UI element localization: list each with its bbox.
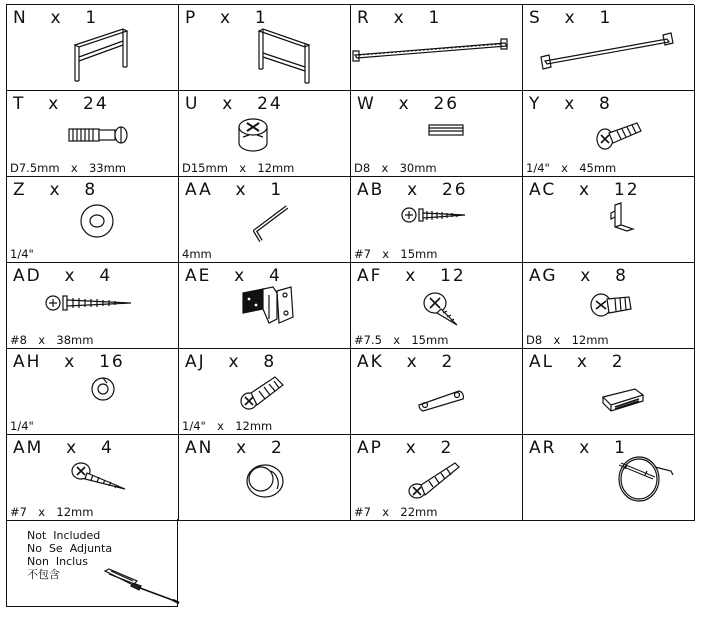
part-cell-ar [523, 435, 695, 521]
part-cell-n [7, 5, 179, 91]
not-included-cell [6, 519, 178, 607]
part-label: AN x 2 [185, 438, 284, 458]
part-cell-ak [351, 349, 523, 435]
parts-grid [6, 4, 694, 520]
part-label: AH x 16 [13, 352, 125, 372]
part-cell-ac [523, 177, 695, 263]
part-label: N x 1 [13, 8, 99, 28]
phillips-screw-icon [69, 461, 129, 495]
phillips-screw-icon [421, 289, 461, 329]
part-size: 1/4" [10, 247, 34, 261]
part-size: D7.5mm x 33mm [10, 161, 127, 175]
part-size: 1/4" x 45mm [526, 161, 617, 175]
part-cell-am [7, 435, 179, 521]
part-size: #8 x 38mm [10, 333, 94, 347]
part-cell-y [523, 91, 695, 177]
wood-dowel-icon [427, 123, 467, 139]
machine-bolt-icon [239, 371, 289, 411]
part-size: D8 x 30mm [354, 161, 437, 175]
part-cell-al [523, 349, 695, 435]
part-size: 1/4" [10, 419, 34, 433]
machine-bolt-icon [595, 119, 645, 153]
shelf-pin-icon [609, 201, 639, 241]
flat-washer-icon [77, 201, 117, 241]
part-cell-aa [179, 177, 351, 263]
bed-end-frame-icon [71, 27, 131, 83]
not-included-zh: 不包含 [27, 568, 60, 581]
part-cell-ad [7, 263, 179, 349]
part-label: U x 24 [185, 94, 283, 114]
not-included-en: Not Included [27, 529, 101, 542]
part-cell-u [179, 91, 351, 177]
part-size: 4mm [182, 247, 212, 261]
not-included-es: No Se Adjunta [27, 542, 113, 555]
part-cell-w [351, 91, 523, 177]
screwdriver-icon [103, 567, 181, 607]
part-size: 1/4" x 12mm [182, 419, 273, 433]
part-cell-t [7, 91, 179, 177]
connector-plate-icon [413, 385, 469, 413]
wood-screw-icon [45, 291, 135, 315]
part-cell-s [523, 5, 695, 91]
part-label: AL x 2 [529, 352, 625, 372]
wood-screw-icon [401, 205, 471, 227]
part-label: AK x 2 [357, 352, 455, 372]
part-size: #7 x 22mm [354, 505, 438, 519]
part-size: D8 x 12mm [526, 333, 609, 347]
part-cell-p [179, 5, 351, 91]
part-label: AB x 26 [357, 180, 468, 200]
part-cell-ab [351, 177, 523, 263]
hinge-icon [239, 283, 299, 329]
part-size: #7.5 x 15mm [354, 333, 449, 347]
allen-key-icon [245, 203, 295, 243]
part-label: R x 1 [357, 8, 442, 28]
knob-icon [243, 459, 289, 499]
part-label: Y x 8 [529, 94, 612, 114]
part-label: AF x 12 [357, 266, 466, 286]
cable-tie-icon [615, 451, 675, 507]
part-cell-z [7, 177, 179, 263]
part-label: AE x 4 [185, 266, 282, 286]
part-label: AD x 4 [13, 266, 113, 286]
long-rail-icon [351, 37, 511, 69]
part-cell-ae [179, 263, 351, 349]
part-cell-an [179, 435, 351, 521]
part-label: AC x 12 [529, 180, 640, 200]
part-label: AJ x 8 [185, 352, 277, 372]
phillips-screw-icon [407, 457, 467, 501]
part-cell-aj [179, 349, 351, 435]
part-label: AR x 1 [529, 438, 627, 458]
not-included-fr: Non Inclus [27, 555, 88, 568]
part-label: AA x 1 [185, 180, 284, 200]
part-label: AP x 2 [357, 438, 454, 458]
part-label: Z x 8 [13, 180, 98, 200]
cam-lock-icon [233, 115, 273, 155]
part-label: AG x 8 [529, 266, 628, 286]
part-cell-r [351, 5, 523, 91]
bed-end-frame-icon [255, 27, 315, 83]
part-label: T x 24 [13, 94, 109, 114]
part-label: W x 26 [357, 94, 460, 114]
part-label: P x 1 [185, 8, 268, 28]
long-rail-icon [537, 31, 677, 75]
part-cell-ap [351, 435, 523, 521]
part-cell-ah [7, 349, 179, 435]
magnetic-catch-icon [599, 385, 655, 415]
part-size: #7 x 15mm [354, 247, 438, 261]
phillips-screw-icon [589, 291, 639, 321]
part-cell-ag [523, 263, 695, 349]
part-label: AM x 4 [13, 438, 114, 458]
cam-bolt-icon [65, 123, 135, 147]
part-cell-af [351, 263, 523, 349]
part-size: #7 x 12mm [10, 505, 94, 519]
lock-washer-icon [89, 375, 119, 405]
part-size: D15mm x 12mm [182, 161, 295, 175]
part-label: S x 1 [529, 8, 613, 28]
